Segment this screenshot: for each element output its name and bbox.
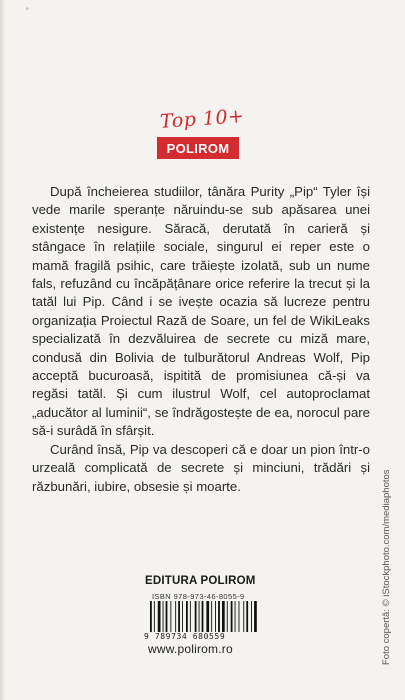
blurb-paragraph: Curând însă, Pip va descoperi că e doar un pion într-o urzeală complicată de secrete și minciuni, trădări și răzbunări, iubire, obsesie și moarte.	[32, 441, 370, 494]
publisher-badge-label: POLIROM	[166, 140, 230, 156]
blurb-paragraph: După încheierea studiilor, tânăra Purity „Pip“ Tyler își vede marile speranțe năruindu-se sub apăsarea unei existențe nesigure. Săracă, derutată în carieră și stângace în relațiile sociale, singurul ei reper este o mamă fragilă psihic, care trăiește izolată, sub un nume fals, refuzând cu încăpățânare orice referire la trecut și la tatăl lui Pip. Când i se ivește ocazia să lucreze pentru organizația Proiectul Rază de Soare, un fel de WikiLeaks specializată în dezvăluirea de secrete cu miză mare, condusă din Bolivia de tulburătorul Andreas Wolf, Pip acceptă bucuroasă, ispitită de promisiunea că-și va regăsi tatăl. Și cum ilustrul Wolf, cel autoproclamat „aducător al luminii“, se îndrăgostește de ea, norocul pare să-i surâdă în sfârșit.	[32, 184, 370, 439]
spine-shadow	[0, 0, 6, 700]
corner-mark: ˚	[26, 7, 29, 17]
book-blurb	[32, 183, 370, 496]
publisher-website: www.polirom.ro	[148, 642, 233, 656]
isbn-text: ISBN 978-973-46-8055-9	[152, 592, 245, 601]
photo-credit: Foto copertă: © iStockphoto.com/mediaphotos	[381, 469, 392, 665]
barcode-digits: 9 789734 680559	[142, 632, 264, 641]
publisher-badge	[157, 137, 239, 159]
publisher-name: EDITURA POLIROM	[145, 575, 256, 587]
series-logo: Top 10+	[159, 105, 246, 133]
